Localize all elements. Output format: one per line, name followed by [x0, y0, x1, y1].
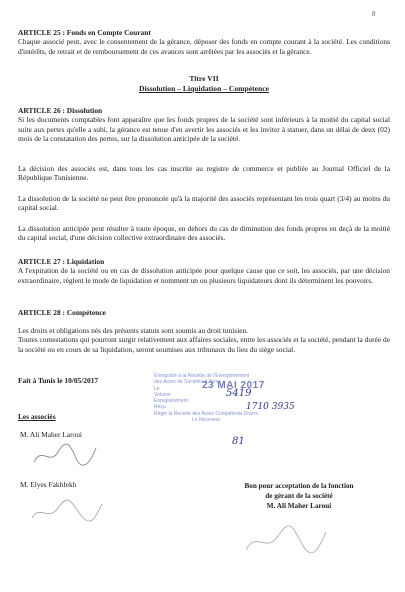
article-25: [18, 28, 390, 56]
article-28: [18, 308, 390, 317]
article-26-heading: ARTICLE 26 : Dissolution: [18, 106, 103, 115]
associate-1-name: M. Ali Maher Laroui: [20, 430, 82, 439]
article-27-text: A l'expiration de la société ou en cas de dissolution anticipée pour quelque cause que ce soit, les associés, par une décision extraordinaire, règlent le mode de liquidation et nomment un ou plusieurs liquidateurs dont ils déterminent les pouvoirs.: [18, 266, 390, 285]
title-vii: [18, 74, 390, 93]
title-vii-subject: Dissolution – Liquidation – Compétence: [139, 83, 269, 93]
article-27: [18, 257, 390, 285]
stamp-handwritten-2: 1710 3935: [246, 402, 295, 412]
article-25-text: Chaque associé peut, avec le consentement de la gérance, déposer des fonds en compte courant à la société. Les conditions d'intérêts, de retrait et de remboursement de ces avances sont arrêtées par les associés et la gérance.: [18, 37, 390, 56]
associates-label: Les associés: [18, 412, 56, 421]
acceptance-line-1: Bon pour acceptation de la fonction: [244, 482, 354, 490]
stamp-handwritten-1: 5419: [226, 388, 252, 399]
stamp-line-8: Le Receveur: [192, 417, 221, 424]
signature-3: [240, 520, 330, 560]
article-26-p3: La dissolution de la société ne peut être prononcée qu'à la majorité des associés représentant les trois quart (3/4) au moins du capital social.: [18, 194, 390, 213]
stamp-line-6: Reçu: [154, 404, 166, 411]
stamp-line-3: Le: [154, 385, 160, 392]
associate-2-name: M. Elyes Fakhfekh: [20, 480, 77, 489]
acceptance-line-2: de gérant de la société: [265, 492, 333, 500]
stamp-line-1: Enregistré à la Recette de l'Enregistrement: [154, 373, 250, 379]
stamp-line-5: Enregistrement: [154, 398, 188, 405]
article-28-heading: ARTICLE 28 : Compétence: [18, 308, 106, 317]
article-28-body: [18, 326, 390, 354]
article-26-p2: La décision des associés est, dans tous les cas inscrite au registre de commerce et publiée au Journal Officiel de la République Tunisienne.: [18, 164, 390, 183]
title-vii-number: Titre VII: [189, 74, 219, 83]
stamp-date: 23 MAI 2017: [202, 380, 265, 391]
article-28-p2: Toutes contestations qui pourront surgir relativement aux affaires sociales, entre les associés et la société, pendant la durée de la société ou en cours de sa liquidation, seront soumises aux tribunaux du lieu du siège social.: [18, 335, 390, 354]
page-number: 8: [372, 10, 376, 18]
article-26-p4: La dissolution anticipée peut résulter à toute époque, en dehors du cas de diminution des fonds propres en deçà de la moitié du capital social, d'une décision collective extraordinaire des associés.: [18, 224, 390, 243]
article-27-heading: ARTICLE 27 : Liquidation: [18, 257, 105, 266]
stamp-line-2: des Actes de Sociétés à Tunis: [154, 379, 221, 386]
stamp-handwritten-3: 81: [232, 436, 245, 447]
stamp-line-7: Régie la Recette des Actes Compétents Divers: [154, 410, 258, 417]
acceptance-block: [218, 481, 380, 511]
article-26-p1: Si les documents comptables font apparaître que les fonds propres de la société sont inférieurs à la moitié du capital social suite aux pertes qu'elle a subi, la gérance est tenue d'en avertir les associés et les inviter à statuer, dans un délai de deux (02) mois de la constatation des pertes, sur la dissolution anticipée de la société.: [18, 115, 390, 143]
acceptance-line-3: M. Ali Maher Laroui: [266, 502, 332, 510]
article-28-p1: Les droits et obligations nés des présents statuts sont soumis au droit tunisien.: [18, 326, 249, 335]
article-26: [18, 106, 390, 143]
signature-2: [26, 494, 106, 526]
signature-1: [30, 440, 100, 470]
stamp-line-4: Volume: [154, 391, 171, 398]
article-25-heading: ARTICLE 25 : Fonds en Compte Courant: [18, 28, 151, 37]
signature-date: Fait à Tunis le 10/05/2017: [18, 376, 99, 385]
